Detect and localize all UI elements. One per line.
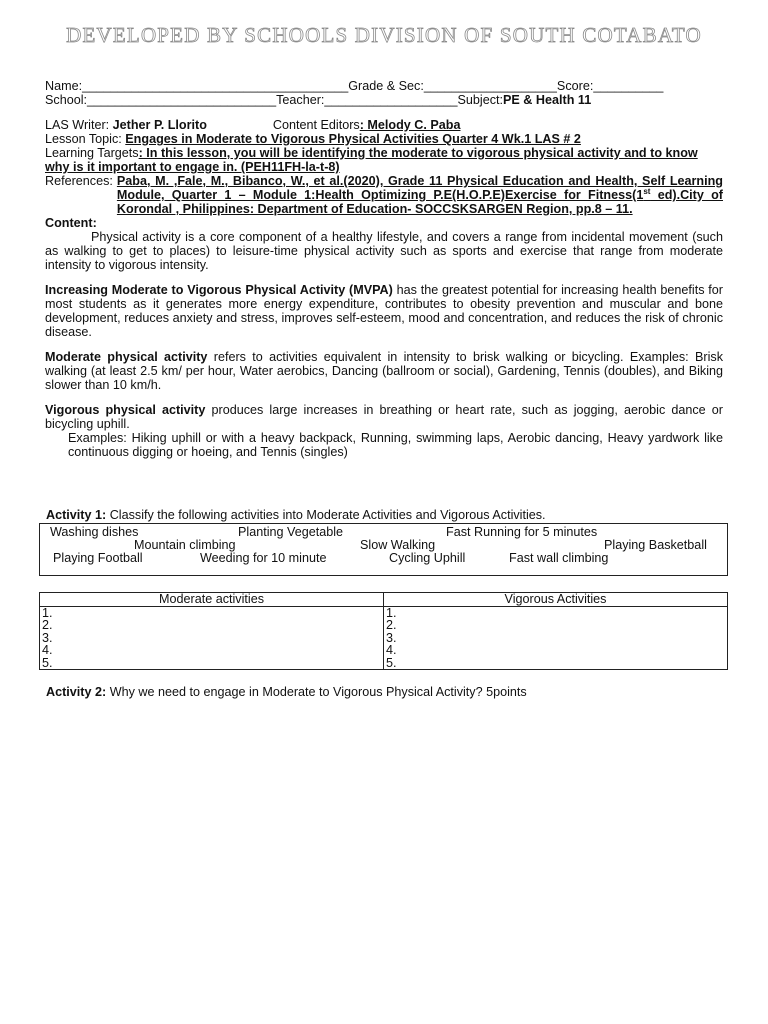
editor-name: : Melody C. Paba (359, 118, 461, 132)
name-grade-score-line: Name:______________________________________Grade & Sec:___________________Score:__________ (45, 79, 664, 93)
content-paragraph-1: Physical activity is a core component of a healthy lifestyle, and covers a range from incidental movement (such as walking to get to places) to leisure-time physical activity such as sports and exercise that range from moderate intensity to vigorous intensity. (45, 230, 723, 272)
activity-item: Washing dishes (50, 525, 139, 539)
activity1-instruction: Activity 1: Classify the following activities into Moderate Activities and Vigorous Activities. (46, 508, 546, 522)
activity-item: Weeding for 10 minute (200, 551, 327, 565)
subject-value: PE & Health 11 (503, 93, 592, 107)
content-paragraph-vigorous: Vigorous physical activity produces large increases in breathing or heart rate, such as jogging, aerobic dance or bicycling uphill. (45, 403, 723, 431)
activity-word-box (39, 523, 728, 576)
division-header: DEVELOPED BY SCHOOLS DIVISION OF SOUTH COTABATO (66, 23, 702, 47)
activity-item: Planting Vegetable (238, 525, 344, 539)
school-teacher-subject-line: School:___________________________Teacher:___________________Subject:PE & Health 11 (45, 93, 592, 107)
activity-item: Playing Football (53, 551, 143, 565)
references: References: Paba, M. ,Fale, M., Bibanco, W., et al.(2020), Grade 11 Physical Education and Health, Self Learning Module, Quarter 1 – Module 1:Health Optimizing P.E(H.O.P.E)Exercise for Fitness(1st ed).City of Korondal , Philippines: Department of Education- SOCCSKSARGEN Region, pp.8 – 11. (45, 174, 723, 216)
moderate-answer-cell[interactable]: 1. 2. 3. 4. 5. (40, 606, 384, 670)
learning-targets: Learning Targets: In this lesson, you will be identifying the moderate to vigorous physical activity and to know why is it important to engage in. (PEH11FH-la-t-8) (45, 146, 698, 174)
content-paragraph-moderate: Moderate physical activity refers to activities equivalent in intensity to brisk walking or bicycling. Examples: Brisk walking (at least 2.5 km/ per hour, Water aerobics, Dancing (ballroom or social), Gardening, Tennis (doubles), and Biking slower than 10 km/h. (45, 350, 723, 392)
activity-item: Mountain climbing (134, 538, 236, 552)
activity-item: Fast wall climbing (509, 551, 609, 565)
vigorous-answer-cell[interactable]: 1. 2. 3. 4. 5. (384, 606, 728, 670)
table-row (40, 606, 728, 670)
activity2-instruction: Activity 2: Why we need to engage in Moderate to Vigorous Physical Activity? 5points (46, 685, 527, 699)
worksheet-body (45, 79, 723, 459)
activity-item: Cycling Uphill (389, 551, 466, 565)
activity-item: Slow Walking (360, 538, 436, 552)
vigorous-examples: Examples: Hiking uphill or with a heavy backpack, Running, swimming laps, Aerobic dancing, Heavy yardwork like continuous digging or hoeing, and Tennis (singles) (68, 431, 723, 459)
content-paragraph-mvpa: Increasing Moderate to Vigorous Physical Activity (MVPA) has the greatest potential for increasing health benefits for most students as it generates more energy expenditure, contributes to obesity prevention and muscular and bone development, reduces anxiety and stress, improves self-esteem, mood and concentration, and reduces the risk of chronic disease. (45, 283, 723, 339)
vigorous-column-header: Vigorous Activities (384, 593, 728, 607)
writer-editors-line: LAS Writer: Jether P. Llorito Content Editors: Melody C. Paba (45, 118, 461, 132)
classification-table (39, 592, 728, 670)
writer-name: Jether P. Llorito (112, 118, 207, 132)
content-label: Content: (45, 216, 97, 230)
activity-item: Fast Running for 5 minutes (446, 525, 598, 539)
activity-item: Playing Basketball (604, 538, 707, 552)
moderate-column-header: Moderate activities (40, 593, 384, 607)
lesson-topic: Lesson Topic: Engages in Moderate to Vigorous Physical Activities Quarter 4 Wk.1 LAS # 2 (45, 132, 581, 146)
